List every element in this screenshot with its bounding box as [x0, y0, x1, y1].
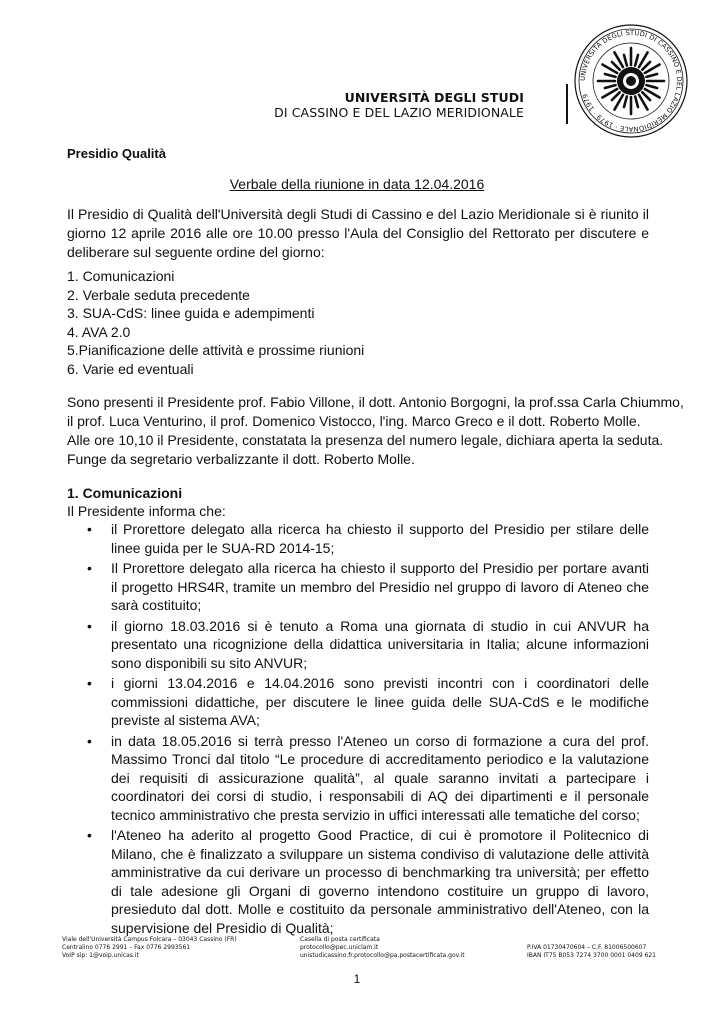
section-intro: Il Presidente informa che:: [67, 503, 226, 519]
communications-list: [67, 520, 649, 939]
footer-line: Viale dell'Università Campus Folcara – 03043 Cassino (FR): [62, 936, 237, 943]
bullet-icon: •: [87, 560, 92, 576]
bullet-icon: •: [87, 617, 92, 634]
list-item-text: i giorni 13.04.2016 e 14.04.2016 sono previsti incontri con i coordinatori delle commissioni didattiche, per discutere le linee guida delle SUA-CdS e le modifiche previste al sistema AVA;: [111, 675, 649, 728]
bullet-icon: •: [87, 732, 92, 749]
section-heading: 1. Comunicazioni: [67, 485, 183, 501]
list-item-text: Il Prorettore delegato alla ricerca ha chiesto il supporto del Presidio per portare avanti il progetto HRS4R, tramite un membro del Presidio nel gruppo di lavoro di Ateneo che sarà costituito;: [111, 560, 649, 613]
agenda-item: 5.Pianificazione delle attività e prossime riunioni: [67, 342, 365, 358]
bullet-icon: •: [87, 675, 92, 691]
header-divider: [566, 84, 568, 124]
footer-fiscal: [527, 944, 656, 960]
intro-text: Il Presidio di Qualità dell'Università degli Studi di Cassino e del Lazio Meridionale si è riunito il giorno 12 aprile 2016 alle ore 10.00 presso l'Aula del Consiglio del Rettorato per discutere e deliberare sul seguente ordine del giorno:: [67, 206, 649, 260]
university-seal-logo: [572, 22, 690, 140]
footer-line: VoIP sip: 1@voip.unicas.it: [62, 952, 139, 959]
list-item: [67, 732, 649, 825]
bullet-icon: •: [87, 521, 92, 537]
university-name-line1: UNIVERSITÀ DEGLI STUDI: [344, 90, 524, 105]
attendees-line: Funge da segretario verbalizzante il dott. Roberto Molle.: [67, 451, 415, 467]
list-item: [67, 520, 649, 557]
footer-line: Centralino 0776 2991 – Fax 0776 2993561: [62, 944, 191, 951]
intro-paragraph: [67, 205, 649, 262]
section-label: Presidio Qualità: [67, 146, 166, 161]
agenda-item: 6. Varie ed eventuali: [67, 360, 194, 377]
footer-line: protocollo@pec.uniclam.it: [300, 944, 379, 951]
seal-text: UNIVERSITÀ DEGLI STUDI DI CASSINO E DEL LAZIO MERIDIONALE · 1979 · 1979: [578, 28, 684, 134]
attendees-line: il prof. Luca Venturino, il prof. Domenico Vistocco, l'ing. Marco Greco e il dott. Roberto Molle.: [67, 413, 641, 429]
list-item: [67, 559, 649, 615]
agenda-item: 3. SUA-CdS: linee guida e adempimenti: [67, 305, 315, 321]
agenda-list: [67, 267, 364, 378]
list-item-text: l'Ateneo ha aderito al progetto Good Practice, di cui è promotore il Politecnico di Milano, che è finalizzato a sviluppare un sistema condiviso di valutazione delle attività amministrative da cui derivare un processo di benchmarking tra università; per effetto di tale adesione gli Organi di governo intendono costituire un gruppo di lavoro, presieduto dal dott. Molle e costituito da personale amministrativo dell'Ateneo, con la supervisione del Presidio di Qualità;: [111, 827, 649, 936]
attendees-line: Alle ore 10,10 il Presidente, constatata la presenza del numero legale, dichiara aperta la seduta.: [67, 432, 664, 448]
bullet-icon: •: [87, 827, 92, 843]
list-item: [67, 674, 649, 730]
footer-line: unistudicassino.fr.protocollo@pa.postacertificata.gov.it: [300, 952, 465, 959]
university-name-line2: DI CASSINO E DEL LAZIO MERIDIONALE: [274, 105, 524, 120]
agenda-item: 2. Verbale seduta precedente: [67, 286, 250, 303]
list-item-text: in data 18.05.2016 si terrà presso l'Ateneo un corso di formazione a cura del prof. Massimo Tronci dal titolo “Le procedure di accreditamento periodico e la valutazione dei requisiti di assicurazione qualità”, al quale saranno invitati a partecipare i coordinatori dei corsi di studio, i responsabili di AQ dei dipartimenti e il personale tecnico amministrativo che presta servizio in uffici interessati alle tematiche del corso;: [111, 732, 649, 823]
footer-line: Casella di posta certificata: [300, 936, 380, 943]
page-number: 1: [353, 972, 361, 986]
footer-line: IBAN IT75 B053 7274 3700 0001 0409 621: [527, 952, 656, 959]
footer-line: P.IVA 01730470604 – C.F. 81006500607: [527, 944, 647, 951]
list-item: [67, 826, 649, 937]
list-item: [67, 617, 649, 673]
agenda-item: 1. Comunicazioni: [67, 268, 175, 284]
attendees-paragraph: [67, 393, 684, 469]
footer-pec: [300, 936, 465, 960]
attendees-line: Sono presenti il Presidente prof. Fabio Villone, il dott. Antonio Borgogni, la prof.ssa Carla Chiummo,: [67, 394, 684, 410]
list-item-text: il giorno 18.03.2016 si è tenuto a Roma una giornata di studio in cui ANVUR ha presentato una ricognizione della didattica universitaria in Italia; alcune informazioni sono disponibili su sito ANVUR;: [111, 617, 649, 671]
university-name: [274, 90, 524, 120]
list-item-text: il Prorettore delegato alla ricerca ha chiesto il supporto del Presidio per stilare delle linee guida per le SUA-RD 2014-15;: [111, 521, 649, 556]
footer-address: [62, 936, 237, 960]
agenda-item: 4. AVA 2.0: [67, 323, 131, 340]
document-title: Verbale della riunione in data 12.04.2016: [229, 176, 485, 192]
